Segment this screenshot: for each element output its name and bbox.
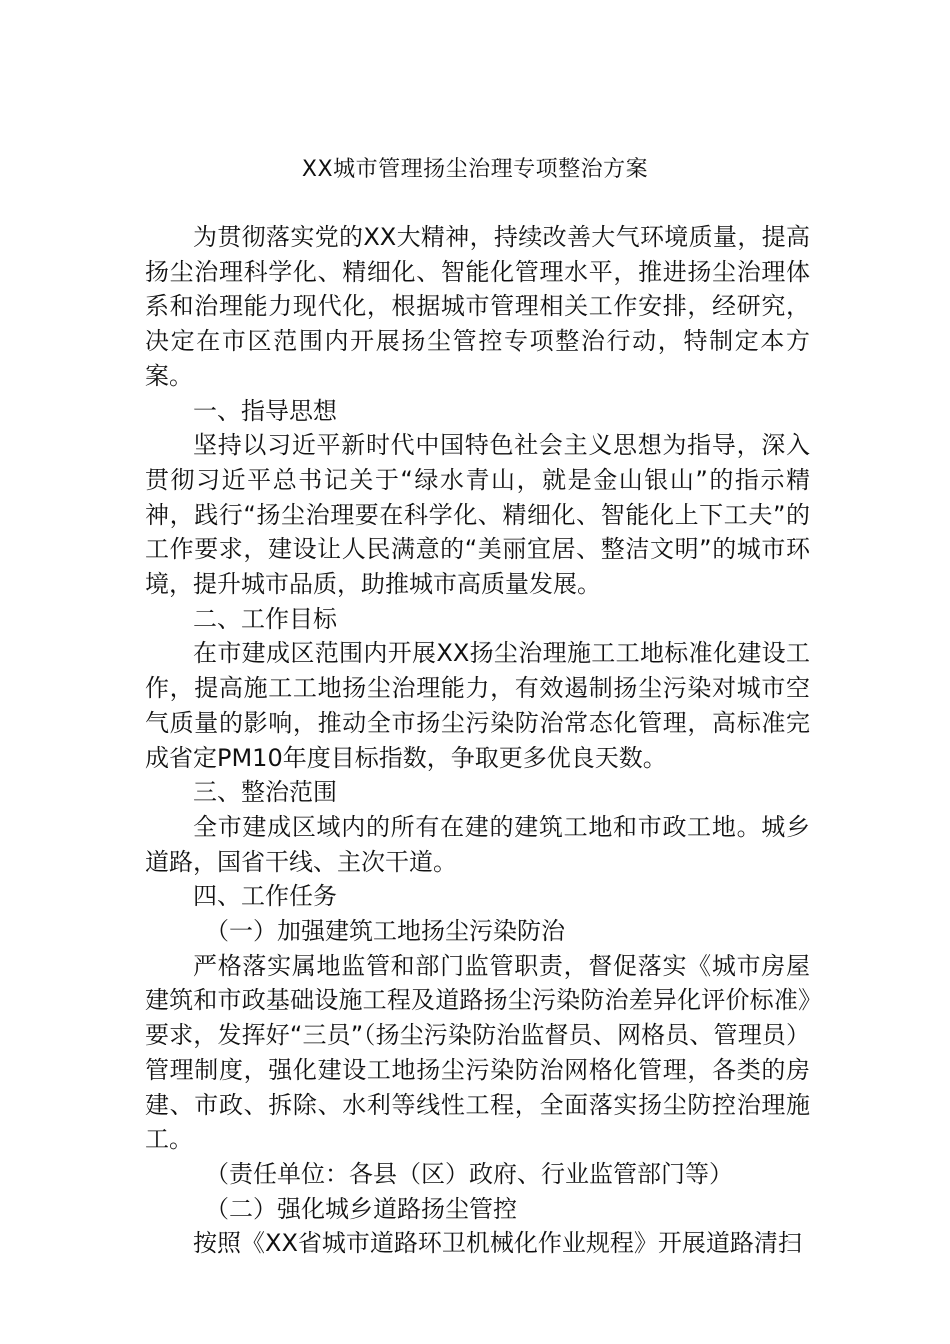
intro-paragraph: 为贯彻落实党的XX大精神，持续改善大气环境质量，提高扬尘治理科学化、精细化、智能化管理水平，推进扬尘治理体系和治理能力现代化，根据城市管理相关工作安排，经研究，决定在市区范围内开展扬尘管控专项整治行动，特制定本方案。: [145, 223, 810, 390]
document-title: XX城市管理扬尘治理专项整治方案: [301, 157, 649, 182]
roads-paragraph: 按照《XX省城市道路环卫机械化作业规程》开展道路清扫: [193, 1229, 802, 1258]
subsection-heading-roads: （二）强化城乡道路扬尘管控: [205, 1194, 517, 1223]
responsible-units-line: （责任单位：各县（区）政府、行业监管部门等）: [205, 1159, 733, 1188]
section-heading-work-goals: 二、工作目标: [193, 604, 337, 633]
work-goals-paragraph: 在市建成区范围内开展XX扬尘治理施工工地标准化建设工作，提高施工工地扬尘治理能力，有效遏制扬尘污染对城市空气质量的影响，推动全市扬尘污染防治常态化管理，高标准完成省定PM10年度目标指数，争取更多优良天数。: [145, 639, 810, 772]
subsection-heading-construction: （一）加强建筑工地扬尘污染防治: [205, 917, 565, 946]
document-body: [145, 220, 810, 1261]
section-heading-tasks: 四、工作任务: [193, 882, 337, 911]
scope-paragraph: 全市建成区域内的所有在建的建筑工地和市政工地。城乡道路，国省干线、主次干道。: [145, 812, 810, 876]
section-heading-guiding-thought: 一、指导思想: [193, 396, 337, 425]
construction-paragraph: 严格落实属地监管和部门监管职责，督促落实《城市房屋建筑和市政基础设施工程及道路扬尘污染防治差异化评价标准》要求，发挥好“三员”（扬尘污染防治监督员、网格员、管理员）管理制度，强化建设工地扬尘污染防治网格化管理，各类的房建、市政、拆除、水利等线性工程，全面落实扬尘防控治理施工。: [145, 951, 810, 1154]
guiding-thought-paragraph: 坚持以习近平新时代中国特色社会主义思想为指导，深入贯彻习近平总书记关于“绿水青山，就是金山银山”的指示精神，践行“扬尘治理要在科学化、精细化、智能化上下工夫”的工作要求，建设让人民满意的“美丽宜居、整洁文明”的城市环境，提升城市品质，助推城市高质量发展。: [145, 431, 810, 599]
section-heading-scope: 三、整治范围: [193, 778, 337, 807]
